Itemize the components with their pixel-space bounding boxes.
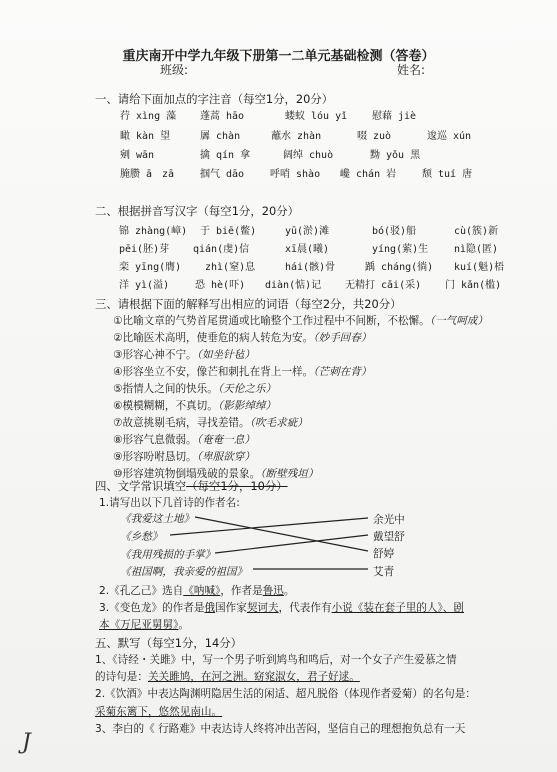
s2-item: 锦 zhàng(嶂) (119, 226, 188, 237)
page-title: 重庆南开中学九年级下册第一二单元基础检测（答卷） (122, 49, 435, 64)
s1-item: 颓 tuí 唐 (422, 169, 473, 180)
s3-item: ⑦故意挑剔毛病，寻找差错。（吹毛求疵） (113, 417, 308, 429)
s1-item: 荇 xìng 藻 (120, 111, 177, 122)
s3-item: ⑥模模糊糊，不真切。（影影绰绰） (113, 400, 277, 412)
poem-title: 《我用残损的手掌》 (120, 549, 216, 561)
s1-item: 剜 wān (120, 150, 155, 161)
s1-item: 羼 chàn (200, 131, 241, 142)
s5-q1-line2: 的诗句是：关关雎鸠，在河之洲。窈窕淑女，君子好逑。 (95, 671, 360, 683)
name-label: 姓名: (397, 63, 426, 77)
s1-item: 腌臜 ā zā (120, 169, 175, 180)
s3-item: ②比喻医术高明，使垂危的病人转危为安。（妙手回春） (113, 332, 372, 344)
s1-item: 蝼蚁 lóu yǐ (285, 111, 348, 122)
s2-item: 无精打 cǎi(采) (345, 280, 422, 291)
class-label: 班级: (160, 63, 189, 77)
s5-q1: 1、《诗经・关雎》中，写一个男子听到鸠鸟和鸣后，对一个女子产生爱慕之情 (95, 654, 457, 666)
s2-item: 踽 cháng(徜) (365, 262, 434, 273)
s3-item: ③形容心神不宁。（如坐针毡） (113, 349, 255, 361)
s2-item: qián(虔)信 (193, 244, 250, 255)
s2-item: yū(淤)滩 (285, 226, 330, 237)
s2-item: diàn(惦)记 (265, 280, 322, 291)
author-name: 艾青 (373, 566, 395, 578)
author-name: 戴望舒 (373, 531, 405, 543)
s1-item: 阔绰 chuò (283, 150, 334, 161)
s1-item: 瞰 kàn 望 (120, 131, 171, 142)
s2-item: 恐 hè(吓) (195, 280, 246, 291)
s2-item: nì隐(匿) (454, 244, 499, 255)
s3-item: ⑤指情人之间的快乐。（天伦之乐） (113, 383, 277, 395)
s3-item: ①比喻文章的气势首尾贯通或比喻整个工作过程中不间断，不松懈。（一气呵成） (113, 315, 488, 327)
s1-item: 擒 qín 拿 (200, 150, 251, 161)
s3-item: ⑨形容吩咐恳切。（卑服欲穿） (113, 451, 255, 463)
s2-item: 于 biē(鳖) (200, 226, 257, 237)
s1-item: 啜 zuò (357, 131, 392, 142)
s2-item: 门 kǎn(槛) (445, 280, 502, 291)
match-line (195, 517, 368, 551)
s5-q2: 2.《饮酒》中表达陶渊明隐居生活的闲适、超凡脱俗（体现作者爱菊）的名句是： (95, 688, 476, 700)
s5-q3: 3、李白的《 行路难》中表达诗人终将冲出苦闷，坚信自己的理想抱负总有一天 (95, 723, 466, 735)
s1-item: 蘸水 zhàn (271, 131, 322, 142)
poem-title: 《乡愁》 (120, 531, 163, 543)
s1-item: 呼哨 shào (270, 169, 321, 180)
s3-item: ⑩形容建筑物倒塌残破的景象。（断壁残垣） (113, 468, 319, 480)
s4-q1-label: 1.请写出以下几首诗的作者名: (99, 497, 240, 509)
section5-heading: 五、默写（每空1分，14分） (95, 636, 243, 650)
s1-item: 黝 yǒu 黑 (370, 150, 421, 161)
s1-item: 巉 chán 岩 (340, 169, 397, 180)
struck-score: （每空1分，10分） (186, 479, 288, 493)
s4-q3-line2: 本《万尼亚舅舅》。 (99, 619, 190, 631)
s2-item: hái(骸)骨 (285, 262, 336, 273)
author-name: 余光中 (373, 514, 405, 526)
s2-item: cù(簇)新 (454, 226, 499, 237)
poem-title: 《祖国啊，我亲爱的祖国》 (120, 566, 248, 578)
match-line (215, 535, 368, 553)
section1-heading: 一、请给下面加点的字注音（每空1分，20分） (95, 92, 334, 106)
match-line (170, 518, 368, 535)
s2-item: 洋 yì(溢) (119, 280, 170, 291)
s2-item: kuí(魁)梧 (454, 262, 505, 273)
poem-title: 《我爱这土地》 (120, 513, 195, 525)
s5-q2-line2: 采菊东篱下，悠然见南山。 (95, 706, 223, 718)
author-name: 舒婷 (373, 548, 395, 560)
section2-heading: 二、根据拼音写汉字（每空1分，20分） (95, 204, 299, 218)
s1-item: 逡巡 xún (427, 131, 472, 142)
s3-item: ④形容坐立不安，像芒和刺扎在背上一样。（芒刺在背） (113, 366, 372, 378)
s1-item: 掴气 dāo (200, 169, 245, 180)
s2-item: yíng(萦)生 (372, 244, 429, 255)
s2-item: pēi(胚)芽 (119, 244, 170, 255)
s1-item: 蓬蒿 hāo (200, 111, 245, 122)
s2-item: bó(驳)船 (372, 226, 417, 237)
s1-item: 慰藉 jiè (372, 111, 417, 122)
s2-item: 栾 yīng(膺) (119, 262, 182, 273)
s4-q3: 3.《变色龙》的作者是俄国作家契诃夫，代表作有小说《装在套子里的人》、剧 (99, 602, 464, 614)
s2-item: zhì(窒)息 (205, 262, 256, 273)
handwritten-initial: J (22, 730, 31, 755)
section4-heading: 四、文学常识填空（每空1分，10分） (95, 479, 288, 493)
s4-q2: 2.《孔乙己》选自《呐喊》，作者是鲁迅。 (99, 585, 295, 597)
s2-item: xī晨(曦) (285, 244, 330, 255)
section3-heading: 三、请根据下面的解释写出相应的词语（每空2分，共20分） (95, 297, 402, 311)
s3-item: ⑧形容气息微弱。（奄奄一息） (113, 434, 255, 446)
